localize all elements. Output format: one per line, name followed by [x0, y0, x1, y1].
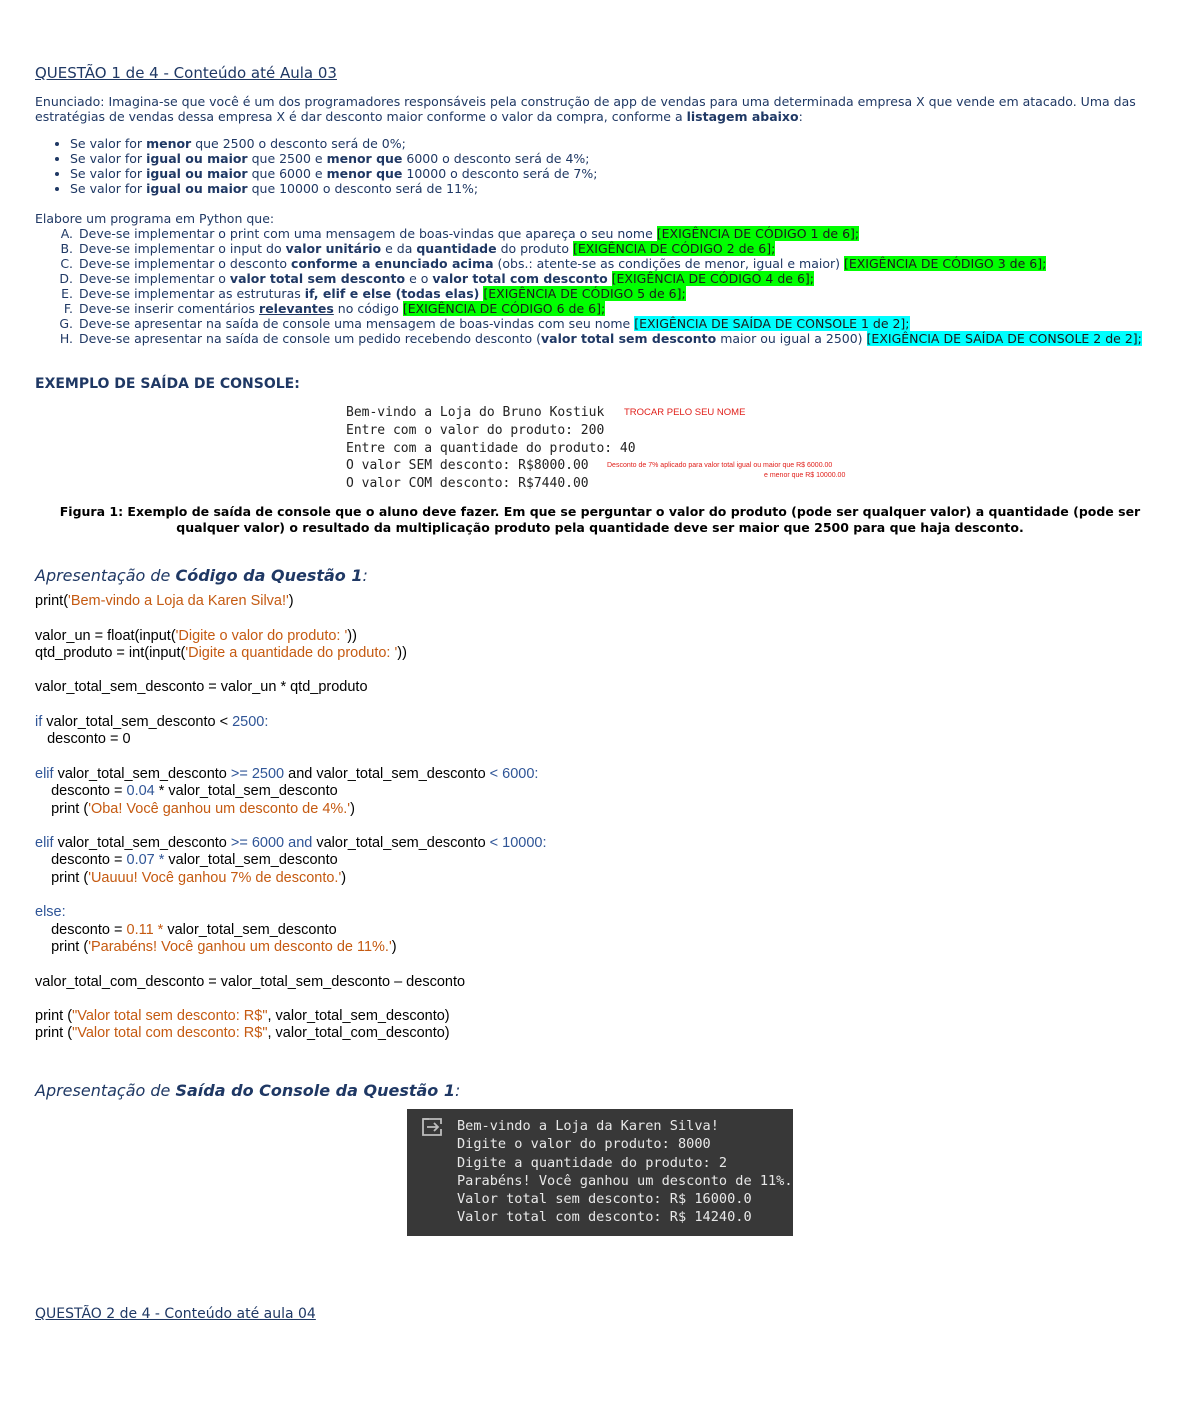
console-output-line: Valor total sem desconto: R$ 16000.0: [457, 1191, 752, 1208]
code-line: valor_un = float(input('Digite o valor do produto: ')): [35, 627, 357, 644]
list-item: • Se valor for igual ou maior que 10000 o desconto será de 11%;: [70, 181, 1165, 196]
requirement-g: G. Deve-se apresentar na saída de console uma mensagem de boas-vindas com seu nome [EXIGÊNCIA DE SAÍDA DE CONSOLE 1 de 2];: [77, 316, 1165, 331]
figure-caption: Figura 1: Exemplo de saída de console que o aluno deve fazer. Em que se perguntar o valor do produto (pode ser qualquer valor) a quantidade (pode ser qualquer valor) o resultado da multiplicação produto pela quantidade deve ser maior que 2500 para que haja desconto.: [59, 504, 1141, 535]
console-output-line: Digite o valor do produto: 8000: [457, 1136, 711, 1153]
code-line: valor_total_com_desconto = valor_total_sem_desconto – desconto: [35, 973, 466, 990]
discount-rules-list: [35, 136, 1165, 196]
list-item: • Se valor for igual ou maior que 2500 e menor que 6000 o desconto será de 4%;: [70, 151, 1165, 166]
statement-paragraph: Enunciado: Imagina-se que você é um dos programadores responsáveis pela construção de app de vendas para uma determinada empresa X que vende em atacado. Uma das estratégias de vendas dessa empresa X é dar desconto maior conforme o valor da compra, conforme a listagem abaixo:: [35, 94, 1136, 124]
code-section-heading: Apresentação de Código da Questão 1:: [35, 566, 368, 585]
requirement-tag: [EXIGÊNCIA DE CÓDIGO 4 de 6];: [611, 271, 814, 286]
requirement-a: A. Deve-se implementar o print com uma mensagem de boas-vindas que apareça o seu nome [EXIGÊNCIA DE CÓDIGO 1 de 6];: [77, 226, 1165, 241]
note-change-name: TROCAR PELO SEU NOME: [624, 407, 746, 418]
code-line: desconto = 0: [35, 731, 131, 748]
list-item: • Se valor for menor que 2500 o desconto será de 0%;: [70, 136, 1165, 151]
requirement-tag: [EXIGÊNCIA DE SAÍDA DE CONSOLE 1 de 2];: [634, 316, 910, 331]
list-item: • Se valor for igual ou maior que 6000 e menor que 10000 o desconto será de 7%;: [70, 166, 1165, 181]
requirement-c: C. Deve-se implementar o desconto conforme a enunciado acima (obs.: atente-se as condições de menor, igual e maior) [EXIGÊNCIA DE CÓDIGO 3 de 6];: [77, 256, 1165, 271]
code-line: print ('Uauuu! Você ganhou 7% de desconto.'): [35, 869, 347, 886]
console-output-line: Bem-vindo a Loja da Karen Silva!: [457, 1118, 719, 1134]
code-line: print ('Oba! Você ganhou um desconto de 4%.'): [35, 800, 355, 817]
question-2-title: QUESTÃO 2 de 4 - Conteúdo até aula 04: [35, 1306, 316, 1322]
requirement-tag: [EXIGÊNCIA DE CÓDIGO 2 de 6];: [572, 241, 776, 256]
console-output-screenshot: [407, 1109, 793, 1236]
code-line: desconto = 0.11 * valor_total_sem_desconto: [35, 921, 337, 938]
requirement-tag: [EXIGÊNCIA DE CÓDIGO 6 de 6];: [402, 301, 606, 316]
requirement-e: E. Deve-se implementar as estruturas if, elif e else (todas elas) [EXIGÊNCIA DE CÓDIGO 5 de 6];: [77, 286, 1165, 301]
code-line: desconto = 0.07 * valor_total_sem_desconto: [35, 852, 338, 869]
console-example-heading: EXEMPLO DE SAÍDA DE CONSOLE:: [35, 376, 300, 392]
code-line: if valor_total_sem_desconto < 2500:: [35, 714, 269, 731]
code-line: qtd_produto = int(input('Digite a quantidade do produto: ')): [35, 644, 407, 661]
requirements-list: [35, 226, 1165, 346]
requirement-h: H. Deve-se apresentar na saída de console um pedido recebendo desconto (valor total sem desconto maior ou igual a 2500) [EXIGÊNCIA DE SAÍDA DE CONSOLE 2 de 2];: [77, 331, 1165, 346]
code-line: print ('Parabéns! Você ganhou um desconto de 11%.'): [35, 938, 397, 955]
console-line: O valor SEM desconto: R$8000.00: [346, 458, 589, 474]
document-page: [35, 64, 1165, 1043]
requirement-tag: [EXIGÊNCIA DE CÓDIGO 3 de 6];: [843, 256, 1047, 271]
requirement-b: B. Deve-se implementar o input do valor unitário e da quantidade do produto [EXIGÊNCIA DE CÓDIGO 2 de 6];: [77, 241, 1165, 256]
console-output-line: Valor total com desconto: R$ 14240.0: [457, 1209, 752, 1226]
requirement-d: D. Deve-se implementar o valor total sem desconto e o valor total com desconto [EXIGÊNCIA DE CÓDIGO 4 de 6];: [77, 271, 1165, 286]
console-line: Bem-vindo a Loja do Bruno Kostiuk: [346, 405, 605, 420]
console-output-lines: [457, 1117, 793, 1227]
requirement-f: F. Deve-se inserir comentários relevantes no código [EXIGÊNCIA DE CÓDIGO 6 de 6];: [77, 301, 1165, 316]
output-exit-icon: [421, 1117, 443, 1137]
program-intro: Elabore um programa em Python que:: [35, 211, 275, 226]
code-line: desconto = 0.04 * valor_total_sem_desconto: [35, 783, 338, 800]
console-line: Entre com a quantidade do produto: 40: [346, 440, 636, 456]
console-example-figure: [35, 404, 1165, 496]
code-line: valor_total_sem_desconto = valor_un * qtd_produto: [35, 679, 368, 696]
code-line: print('Bem-vindo a Loja da Karen Silva!'): [35, 593, 294, 609]
requirement-tag: [EXIGÊNCIA DE CÓDIGO 5 de 6];: [483, 286, 686, 301]
code-line: print ("Valor total sem desconto: R$", valor_total_sem_desconto): [35, 1008, 450, 1025]
console-output-line: Parabéns! Você ganhou um desconto de 11%.: [457, 1172, 793, 1189]
code-line: else:: [35, 904, 66, 921]
python-code-block: [35, 593, 1165, 1043]
note-discount-line-1: Desconto de 7% aplicado para valor total igual ou maior que R$ 6000.00: [607, 462, 833, 469]
requirement-tag: [EXIGÊNCIA DE SAÍDA DE CONSOLE 2 de 2];: [866, 331, 1142, 346]
output-section-heading: Apresentação de Saída do Console da Questão 1:: [35, 1081, 461, 1100]
console-line: O valor COM desconto: R$7440.00: [346, 476, 589, 492]
note-discount-line-2: e menor que R$ 10000.00: [764, 472, 846, 479]
code-line: elif valor_total_sem_desconto >= 6000 and valor_total_sem_desconto < 10000:: [35, 835, 547, 852]
code-line: print ("Valor total com desconto: R$", valor_total_com_desconto): [35, 1025, 450, 1042]
requirement-tag: [EXIGÊNCIA DE CÓDIGO 1 de 6];: [656, 226, 860, 241]
question-1-title: QUESTÃO 1 de 4 - Conteúdo até Aula 03: [35, 64, 337, 82]
console-output-line: Digite a quantidade do produto: 2: [457, 1154, 728, 1171]
code-line: elif valor_total_sem_desconto >= 2500 and valor_total_sem_desconto < 6000:: [35, 765, 539, 782]
console-example-lines: [346, 404, 636, 493]
console-line: Entre com o valor do produto: 200: [346, 422, 605, 438]
